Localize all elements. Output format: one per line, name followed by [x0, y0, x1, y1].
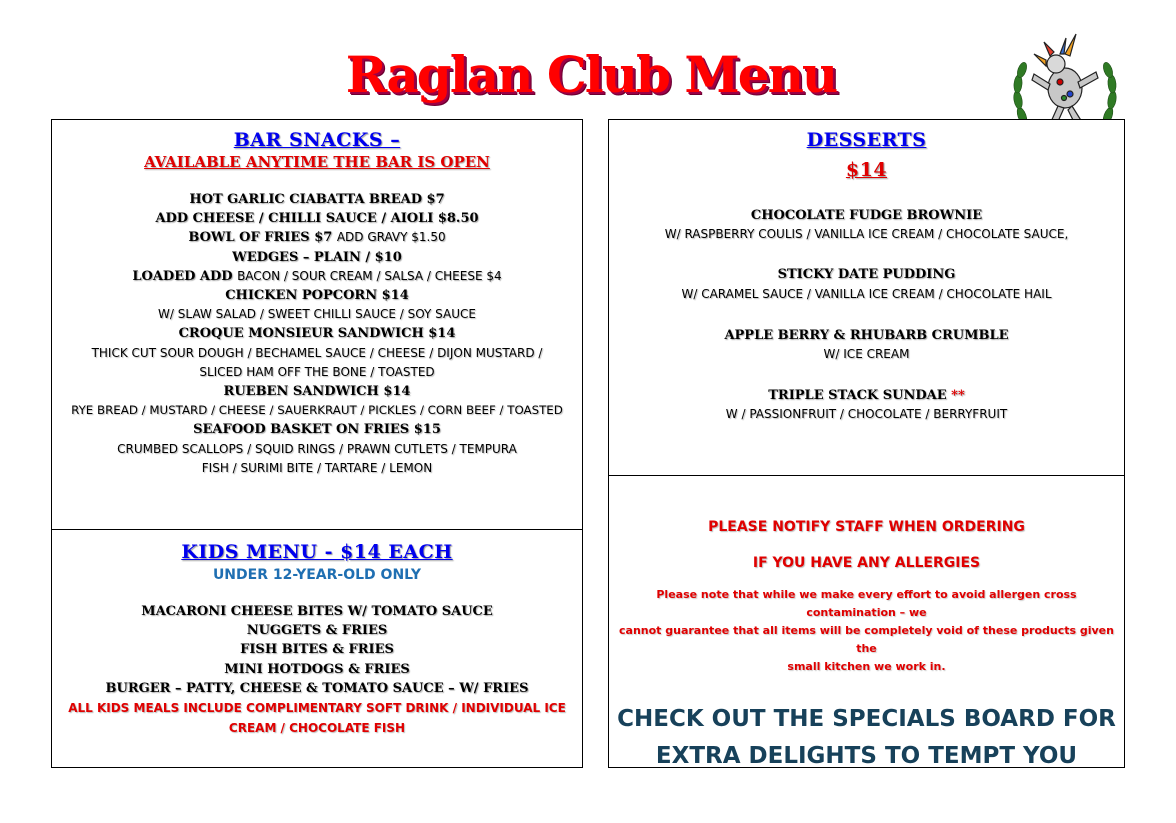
allergy-disclaimer-line1: Please note that while we make every effort to avoid allergen cross contamination – we: [656, 588, 1077, 619]
menu-item-wedges: WEDGES – PLAIN / $10: [232, 249, 402, 265]
kids-menu-heading: KIDS MENU - $14 EACH: [181, 541, 453, 563]
menu-item-croque-monsieur: CROQUE MONSIEUR SANDWICH $14: [178, 326, 456, 342]
bar-snacks-heading: BAR SNACKS –: [233, 129, 401, 151]
menu-item-seafood-basket: SEAFOOD BASKET ON FRIES $15: [193, 422, 441, 438]
menu-item-chicken-popcorn: CHICKEN POPCORN $14: [225, 288, 409, 304]
allergy-disclaimer-line3: small kitchen we work in.: [787, 660, 946, 673]
menu-item-garlic-bread: HOT GARLIC CIABATTA BREAD $7: [189, 192, 445, 207]
desserts-price: $14: [845, 159, 888, 181]
bowl-of-fries-extra: ADD GRAVY $1.50: [336, 230, 446, 245]
loaded-add-extra: BACON / SOUR CREAM / SALSA / CHEESE $4: [237, 268, 502, 283]
kids-menu-age-note: UNDER 12-YEAR-OLD ONLY: [212, 567, 422, 583]
desserts-panel: [608, 119, 1125, 476]
loaded-add-name: LOADED ADD: [132, 268, 233, 284]
bar-snacks-availability: AVAILABLE ANYTIME THE BAR IS OPEN: [144, 153, 490, 171]
rueben-sandwich-desc: RYE BREAD / MUSTARD / CHEESE / SAUERKRAUT / PICKLES / CORN BEEF / TOASTED: [71, 403, 563, 418]
bowl-of-fries-name: BOWL OF FRIES $7: [188, 230, 333, 246]
seafood-basket-desc-line2: FISH / SURIMI BITE / TARTARE / LEMON: [201, 460, 433, 475]
desserts-heading: DESSERTS: [806, 129, 927, 151]
chicken-popcorn-desc: W/ SLAW SALAD / SWEET CHILLI SAUCE / SOY SAUCE: [158, 307, 476, 322]
dessert-crumble-desc: W/ ICE CREAM: [823, 347, 910, 362]
kids-meal-note-line2: CREAM / CHOCOLATE FISH: [228, 721, 406, 736]
specials-board-line2: EXTRA DELIGHTS TO TEMPT YOU: [655, 743, 1078, 769]
menu-item-loaded-add: [52, 267, 582, 286]
menu-item-add-cheese: ADD CHEESE / CHILLI SAUCE / AIOLI $8.50: [155, 211, 479, 227]
kids-meal-note-line1: ALL KIDS MEALS INCLUDE COMPLIMENTARY SOFT DRINK / INDIVIDUAL ICE: [68, 701, 566, 716]
menu-item-rueben-sandwich: RUEBEN SANDWICH $14: [223, 384, 411, 400]
menu-title: Raglan Club Menu: [345, 45, 837, 104]
sundae-name: TRIPLE STACK SUNDAE: [768, 388, 947, 404]
allergy-disclaimer-line2: cannot guarantee that all items will be completely void of these products given the: [619, 624, 1114, 655]
specials-board-line1: CHECK OUT THE SPECIALS BOARD FOR: [617, 706, 1116, 732]
dessert-sundae-desc: W / PASSIONFRUIT / CHOCOLATE / BERRYFRUIT: [725, 407, 1008, 422]
kids-item-burger: BURGER – PATTY, CHEESE & TOMATO SAUCE – W/ FRIES: [105, 680, 529, 696]
allergy-specials-panel: [608, 475, 1125, 768]
bar-snacks-panel: [51, 119, 583, 531]
croque-monsieur-desc-line1: THICK CUT SOUR DOUGH / BECHAMEL SAUCE / CHEESE / DIJON MUSTARD /: [91, 345, 543, 360]
croque-monsieur-desc-line2: SLICED HAM OFF THE BONE / TOASTED: [199, 364, 435, 379]
seafood-basket-desc-line1: CRUMBED SCALLOPS / SQUID RINGS / PRAWN CUTLETS / TEMPURA: [117, 441, 517, 456]
dessert-item-brownie: CHOCOLATE FUDGE BROWNIE: [750, 208, 983, 223]
kids-item-mini-hotdogs: MINI HOTDOGS & FRIES: [224, 661, 410, 677]
kids-item-macaroni: MACARONI CHEESE BITES W/ TOMATO SAUCE: [141, 604, 493, 619]
dessert-sticky-date-desc: W/ CARAMEL SAUCE / VANILLA ICE CREAM / CHOCOLATE HAIL: [681, 286, 1052, 301]
dessert-item-crumble: APPLE BERRY & RHUBARB CRUMBLE: [724, 327, 1009, 343]
dessert-item-sundae: [609, 386, 1124, 405]
dessert-brownie-desc: W/ RASPBERRY COULIS / VANILLA ICE CREAM / CHOCOLATE SAUCE,: [664, 227, 1069, 242]
allergy-notice-line1: PLEASE NOTIFY STAFF WHEN ORDERING: [708, 519, 1025, 535]
kids-item-fish-bites: FISH BITES & FRIES: [240, 642, 394, 658]
kids-item-nuggets: NUGGETS & FRIES: [246, 623, 388, 639]
kids-menu-panel: [51, 529, 583, 768]
allergy-notice-line2: IF YOU HAVE ANY ALLERGIES: [752, 555, 981, 571]
menu-item-bowl-of-fries: [52, 228, 582, 247]
dessert-item-sticky-date: STICKY DATE PUDDING: [777, 267, 956, 283]
sundae-marker: **: [951, 388, 965, 404]
